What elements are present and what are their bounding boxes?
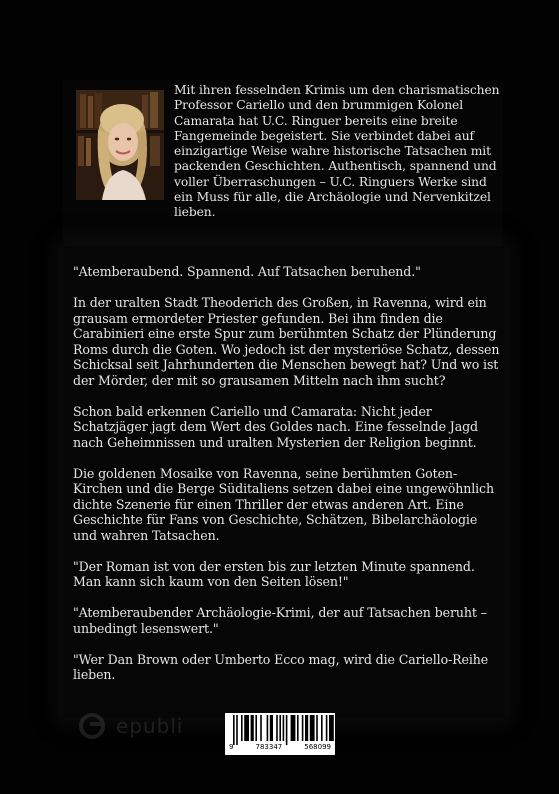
barcode-digits	[225, 743, 335, 751]
barcode-bar	[321, 715, 323, 741]
author-bio: Mit ihren fesselnden Krimis um den charismatischen Professor Cariello und den brummigen Kolonel Camarata hat U.C. Ringuer bereits eine breite Fangemeinde begeistert. Sie verbindet dabei auf einzigartige Weise wahre historische Tatsachen mit packenden Geschichten. Authentisch, spannend und voller Überraschungen – U.C. Ringuers Werke sind ein Muss für alle, die Archäologie und Nervenkitzel lieben.	[174, 83, 500, 220]
barcode-bar	[241, 715, 243, 741]
barcode-bar	[286, 715, 288, 745]
barcode-bar	[283, 715, 285, 741]
barcode-bars	[225, 713, 335, 745]
barcode-bar	[270, 715, 273, 741]
publisher-logo-text: epubli	[116, 714, 184, 738]
barcode-bar	[310, 715, 315, 741]
isbn-barcode	[225, 713, 335, 755]
barcode-bar	[302, 715, 304, 741]
blurb-text	[73, 264, 503, 698]
barcode-bar	[251, 715, 254, 741]
tagline: "Atemberaubend. Spannend. Auf Tatsachen beruhend."	[73, 264, 421, 279]
review-quote: "Der Roman ist von der ersten bis zur letzten Minute spannend. Man kann sich kaum von den Seiten lösen!"	[73, 558, 475, 589]
review-quote: "Atemberaubender Archäologie-Krimi, der auf Tatsachen beruht – unbedingt lesenswert."	[73, 605, 487, 636]
barcode-bar	[233, 715, 235, 745]
barcode-bar	[316, 715, 318, 741]
synopsis-paragraph: Schon bald erkennen Cariello und Camarata: Nicht jeder Schatzjäger jagt dem Wert des Goldes nach. Eine fesselnde Jagd nach Geheimnissen und uralten Mysterien der Religion beginnt.	[73, 403, 478, 450]
barcode-bar	[244, 715, 249, 741]
publisher-logo	[78, 712, 238, 740]
barcode-bar	[279, 715, 281, 741]
barcode-bar	[291, 715, 296, 741]
barcode-bar	[236, 715, 238, 745]
barcode-bar	[297, 715, 299, 741]
barcode-right-group: 568099	[304, 743, 331, 751]
barcode-left-group: 783347	[255, 743, 283, 751]
synopsis-paragraph: Die goldenen Mosaike von Ravenna, seine berühmten Goten-Kirchen und die Berge Süditaliens setzen dabei eine ungewöhnlich dichte Szenerie für einen Thriller der etwas anderen Art. Eine Geschichte für Fans von Geschichte, Schätzen, Bibelarchäologie und wahren Tatsachen.	[73, 465, 494, 543]
barcode-bar	[326, 715, 328, 741]
barcode-bar	[260, 715, 262, 741]
barcode-bar	[276, 715, 278, 741]
barcode-prefix: 9	[229, 743, 234, 751]
publisher-logo-icon	[78, 712, 110, 740]
author-photo	[76, 90, 164, 200]
synopsis-paragraph: In der uralten Stadt Theoderich des Großen, in Ravenna, wird ein grausam ermordeter Priester gefunden. Bei ihm finden die Carabinieri eine erste Spur zum berühmten Schatz der Plünderung Roms durch die Goten. Wo jedoch ist der mysteriöse Schatz, dessen Schicksal seit Jahrhunderten die Menschen bewegt hat? Und wo ist der Mörder, der mit so grausamen Mitteln nach ihm sucht?	[73, 295, 500, 388]
barcode-bar	[305, 715, 308, 741]
barcode-bar	[267, 715, 269, 741]
barcode-bar	[255, 715, 257, 741]
review-quote: "Wer Dan Brown oder Umberto Ecco mag, wird die Cariello-Reihe lieben.	[73, 651, 489, 682]
barcode-bar	[329, 715, 334, 741]
